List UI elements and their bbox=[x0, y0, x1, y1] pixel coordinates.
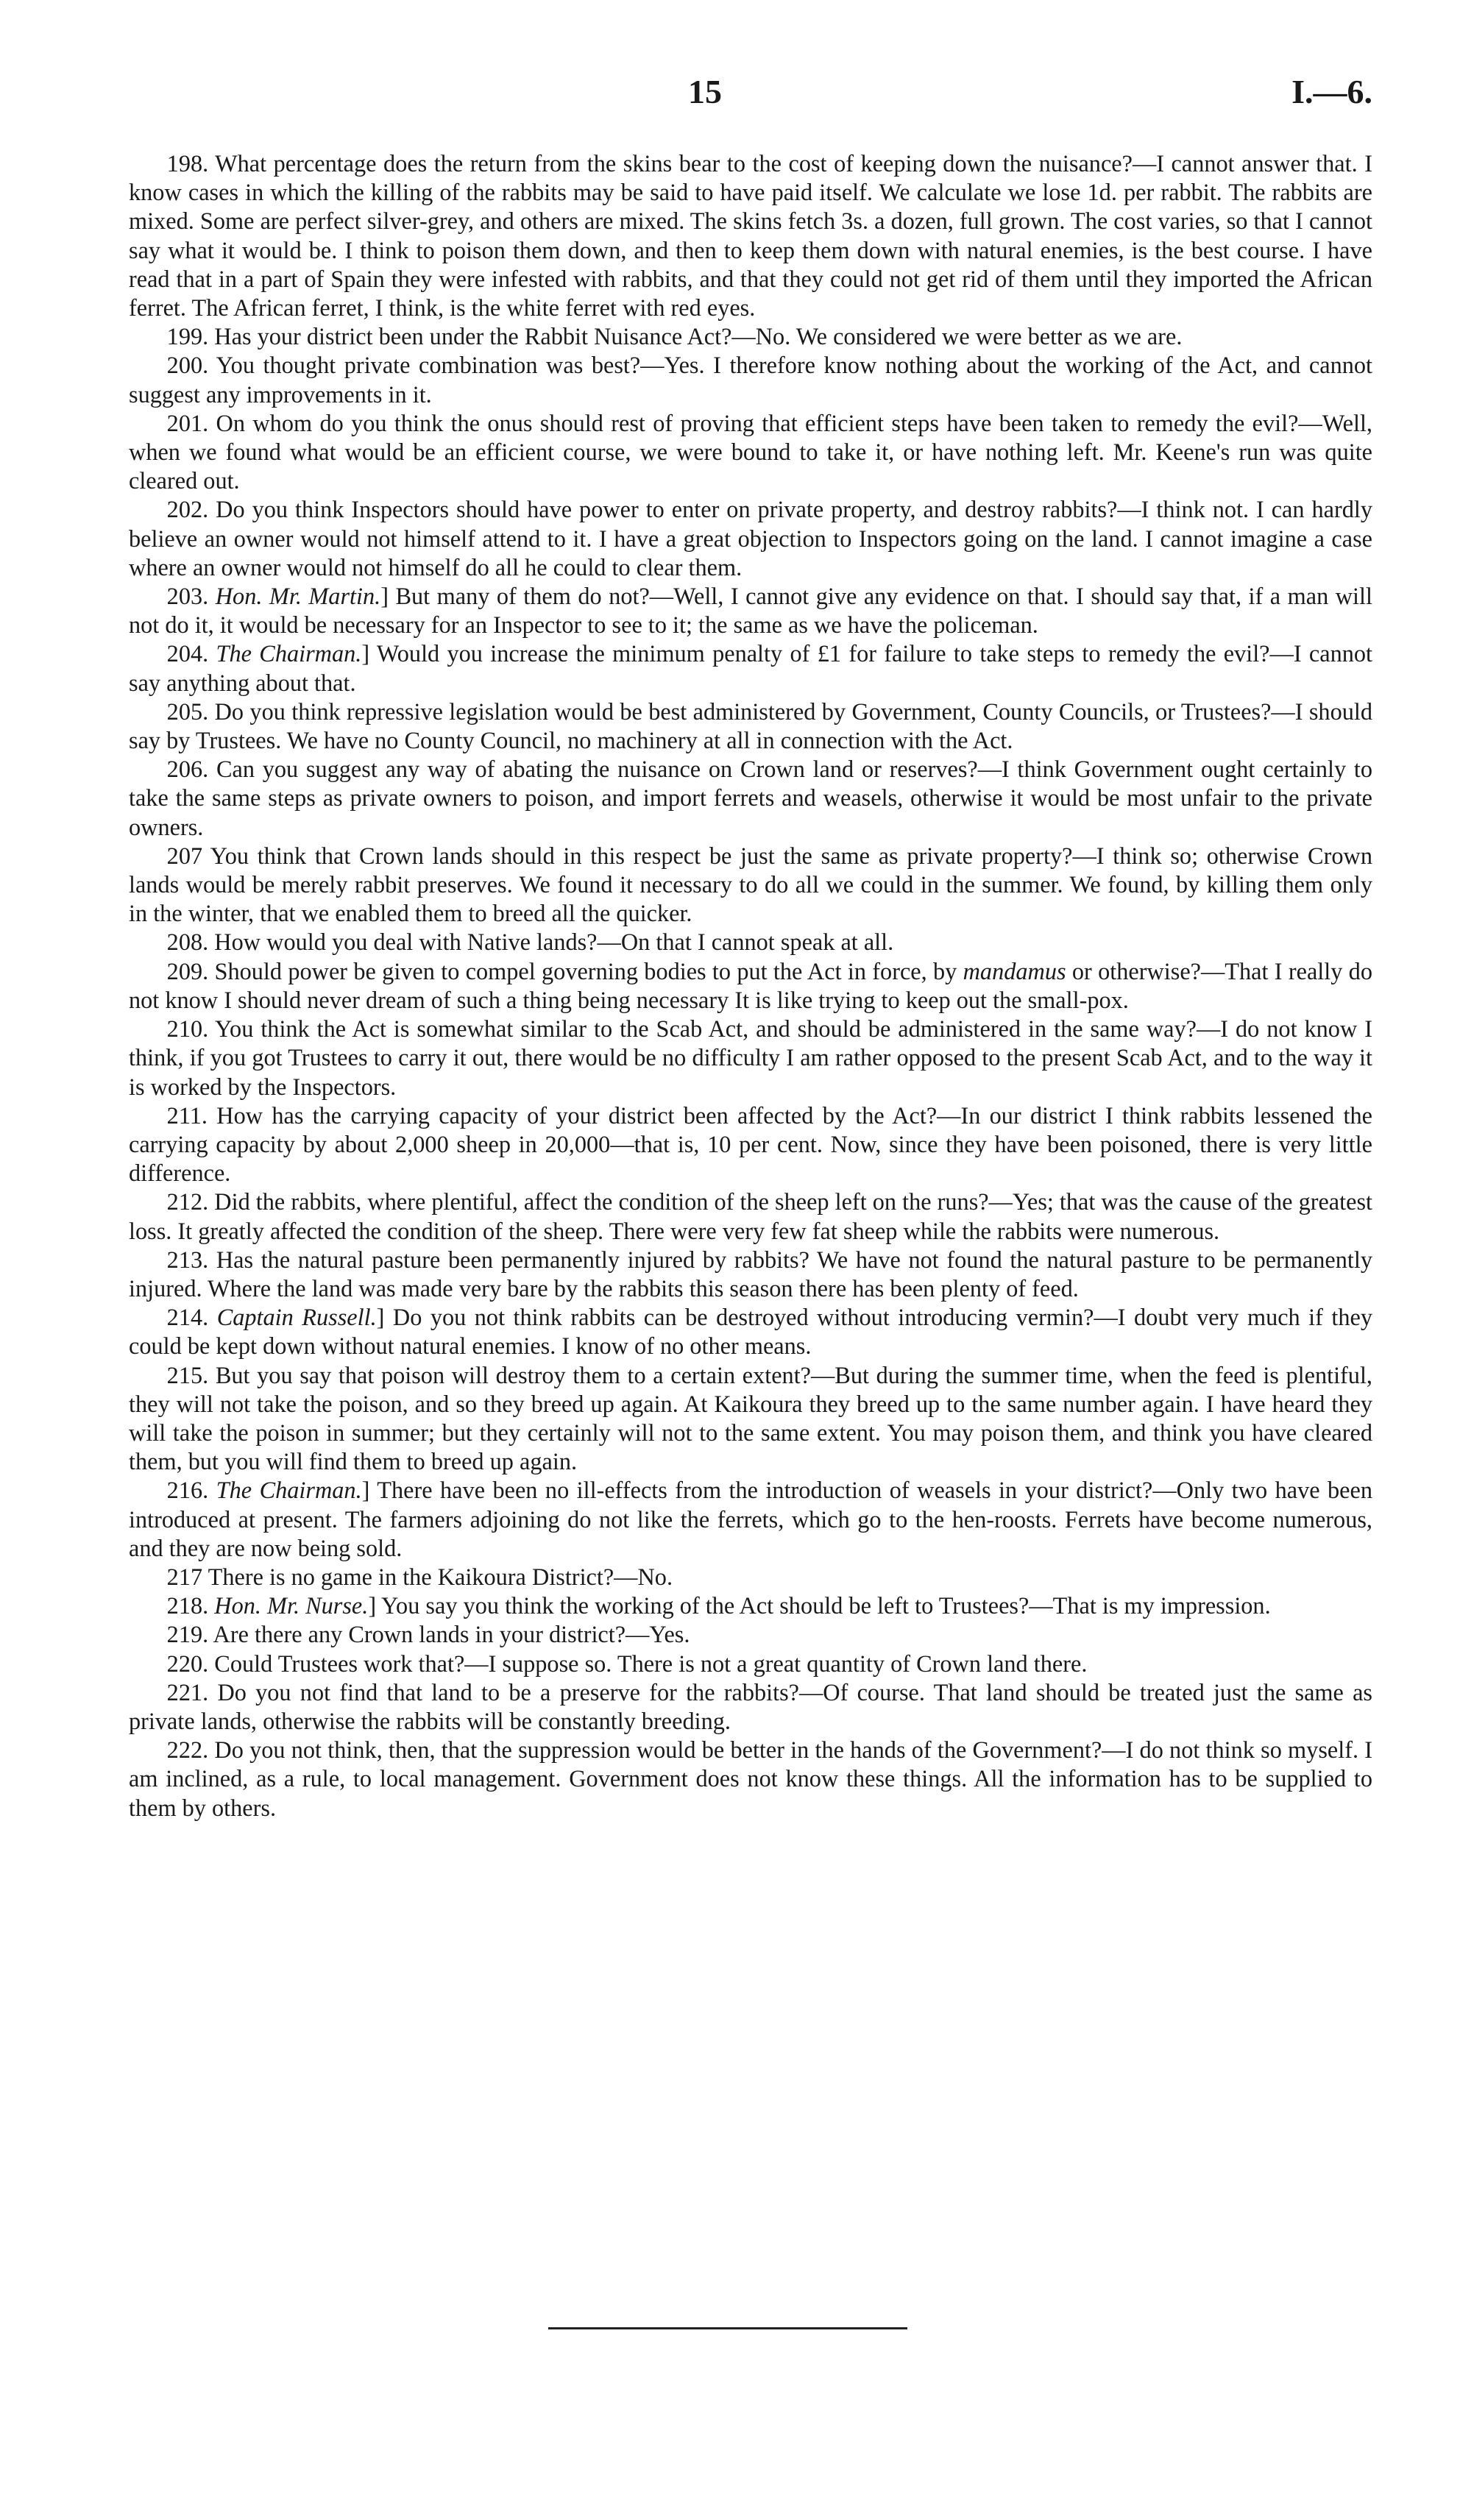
speaker-name: Hon. Mr. Martin. bbox=[215, 583, 381, 610]
legal-term: mandamus bbox=[963, 957, 1066, 984]
speaker-name: The Chairman. bbox=[216, 1477, 362, 1504]
question-number: 222. bbox=[166, 1736, 209, 1764]
question-number: 205. bbox=[166, 698, 209, 725]
question-text: You thought private combination was best?—Yes. I therefore know nothing about the working of the Act, and cannot suggest any improvements in it. bbox=[129, 352, 1372, 408]
question-text: You think that Crown lands should in this respect be just the same as private property?—I think so; otherwise Crown lands would be merely rabbit preserves. We found it necessary to do all we could in the summer. We found, by killing them only in the winter, that we enabled them to breed all the quicker. bbox=[129, 842, 1372, 927]
question-222 bbox=[129, 1736, 1372, 1822]
question-text: How would you deal with Native lands?—On that I cannot speak at all. bbox=[214, 929, 894, 956]
question-number: 217 bbox=[166, 1563, 203, 1590]
question-number: 219. bbox=[166, 1621, 209, 1648]
question-text: But many of them do not?—Well, I cannot give any evidence on that. I should say that, if a man will not do it, it would be necessary for an Inspector to see to it; the same as we have the policeman. bbox=[129, 583, 1372, 639]
question-text: Are there any Crown lands in your district?—Yes. bbox=[213, 1621, 690, 1648]
question-number: 199. bbox=[166, 323, 209, 350]
question-206 bbox=[129, 755, 1372, 842]
question-text: How has the carrying capacity of your district been affected by the Act?—In our district I think rabbits lessened the carrying capacity by about 2,000 sheep in 20,000—that is, 10 per cent. Now, since they have been poisoned, there is very little difference. bbox=[129, 1101, 1372, 1187]
question-number: 214. bbox=[166, 1304, 209, 1331]
question-number: 208. bbox=[166, 929, 209, 956]
question-number: 203. bbox=[166, 583, 209, 610]
question-text: Can you suggest any way of abating the nuisance on Crown land or reserves?—I think Government ought certainly to take the same steps as private owners to poison, and import ferrets and weasels, otherwise it would be most unfair to the private owners. bbox=[129, 756, 1372, 840]
question-text: Has the natural pasture been permanently injured by rabbits? We have not found the natural pasture to be permanently injured. Where the land was made very bare by the rabbits this season there has been plenty of feed. bbox=[129, 1246, 1372, 1302]
question-text: You think the Act is somewhat similar to the Scab Act, and should be administered in the same way?—I do not know I think, if you got Trustees to carry it out, there would be no difficulty I am rather opposed to the present Scab Act, and to the way it is worked by the Inspectors. bbox=[129, 1015, 1372, 1100]
question-text: Would you increase the minimum penalty of £1 for failure to take steps to remedy the evil?—I cannot say anything about that. bbox=[129, 640, 1372, 696]
question-number: 210. bbox=[166, 1015, 209, 1043]
speaker-name: The Chairman. bbox=[216, 640, 362, 667]
question-203: 203. Hon. Mr. Martin.] But many of them do not?—Well, I cannot give any evidence on that. I should say that, if a man will not do it, it would be necessary for an Inspector to see to it; the same as we have the policeman. bbox=[129, 583, 1372, 639]
question-215 bbox=[129, 1361, 1372, 1477]
question-220 bbox=[129, 1650, 1372, 1678]
question-number: 202. bbox=[166, 496, 209, 523]
question-number: 209. bbox=[166, 957, 209, 984]
question-text: There have been no ill-effects from the introduction of weasels in your district?—Only two have been introduced at present. The farmers adjoining do not like the ferrets, which go to the hen-roosts. Ferrets have become numerous, and they are now being sold. bbox=[129, 1477, 1372, 1561]
question-text: On whom do you think the onus should rest of proving that efficient steps have been taken to remedy the evil?—Well, when we found what would be an efficient course, we were bound to take it, or have nothing left. Mr. Keene's run was quite cleared out. bbox=[129, 409, 1372, 494]
closing-rule bbox=[548, 2327, 907, 2329]
question-text: Could Trustees work that?—I suppose so. There is not a great quantity of Crown land there. bbox=[214, 1650, 1088, 1677]
question-number: 220. bbox=[166, 1650, 209, 1677]
question-text-before: Should power be given to compel governing bodies to put the Act in force, by bbox=[214, 957, 963, 984]
page-header bbox=[129, 72, 1372, 116]
question-number: 204. bbox=[166, 640, 209, 667]
question-214: 214. Captain Russell.] Do you not think rabbits can be destroyed without introducing vermin?—I doubt very much if they could be kept down without natural enemies. I know of no other means. bbox=[129, 1304, 1373, 1360]
page-number: 15 bbox=[688, 73, 722, 110]
question-number: 198. bbox=[166, 150, 209, 177]
question-text-after: or otherwise?—That I really do not know I should never dream of such a thing being necessary It is like trying to keep out the small-pox. bbox=[129, 957, 1372, 1013]
question-219 bbox=[129, 1620, 1372, 1649]
question-number: 221. bbox=[166, 1678, 209, 1706]
question-text: Do you not think, then, that the suppression would be better in the hands of the Government?—I do not think so myself. I am inclined, as a rule, to local management. Government does not know these things. All the information has to be supplied to them by others. bbox=[129, 1736, 1372, 1821]
question-text: Did the rabbits, where plentiful, affect the condition of the sheep left on the runs?—Yes; that was the cause of the greatest loss. It greatly affected the condition of the sheep. There were very few fat sheep while the rabbits were numerous. bbox=[129, 1188, 1372, 1244]
evidence-text bbox=[129, 149, 1372, 1822]
question-text: There is no game in the Kaikoura District?—No. bbox=[208, 1563, 673, 1590]
question-text: But you say that poison will destroy them to a certain extent?—But during the summer time, when the feed is plentiful, they will not take the poison, and so they breed up again. At Kaikoura they breed up to the same number again. I have heard they will take the poison in summer; but they certainly will not to the same extent. You may poison them, and think you have cleared them, but you will find them to breed up again. bbox=[129, 1361, 1372, 1475]
paper-reference: I.—6. bbox=[1291, 73, 1372, 110]
question-number: 213. bbox=[166, 1246, 209, 1273]
question-number: 218. bbox=[166, 1592, 209, 1619]
question-218: 218. Hon. Mr. Nurse.] You say you think the working of the Act should be left to Trustees?—That is my impression. bbox=[166, 1592, 1271, 1619]
question-text: You say you think the working of the Act should be left to Trustees?—That is my impression. bbox=[380, 1592, 1271, 1619]
question-number: 212. bbox=[166, 1188, 209, 1215]
question-text: Has your district been under the Rabbit Nuisance Act?—No. We considered we were better as we are. bbox=[214, 323, 1183, 350]
question-text: Do you not find that land to be a preserve for the rabbits?—Of course. That land should be treated just the same as private lands, otherwise the rabbits will be constantly breeding. bbox=[129, 1678, 1373, 1734]
question-207 bbox=[129, 842, 1372, 929]
question-number: 206. bbox=[166, 756, 209, 783]
question-208 bbox=[129, 928, 1372, 956]
question-number: 211. bbox=[166, 1101, 208, 1129]
speaker-name: Captain Russell. bbox=[216, 1304, 377, 1331]
question-202 bbox=[129, 495, 1372, 582]
question-221 bbox=[129, 1678, 1372, 1736]
question-number: 215. bbox=[166, 1361, 209, 1388]
question-212 bbox=[129, 1188, 1372, 1245]
question-text: Do you think repressive legislation would be best administered by Government, County Councils, or Trustees?—I should say by Trustees. We have no County Council, no machinery at all in connection with the Act. bbox=[129, 698, 1372, 754]
question-216: 216. The Chairman.] There have been no ill-effects from the introduction of weasels in your district?—Only two have been introduced at present. The farmers adjoining do not like the ferrets, which go to the hen-roosts. Ferrets have become numerous, and they are now being sold. bbox=[129, 1477, 1372, 1561]
question-204: 204. The Chairman.] Would you increase the minimum penalty of £1 for failure to take steps to remedy the evil?—I cannot say anything about that. bbox=[129, 640, 1372, 696]
question-text: Do you think Inspectors should have power to enter on private property, and destroy rabbits?—I think not. I can hardly believe an owner would not himself attend to it. I have a great objection to Inspectors going on the land. I cannot imagine a case where an owner would not himself do all he could to clear them. bbox=[129, 496, 1373, 581]
question-211 bbox=[129, 1101, 1372, 1188]
question-199 bbox=[129, 322, 1372, 351]
question-217 bbox=[129, 1563, 1372, 1591]
question-209 bbox=[129, 957, 1372, 1015]
question-210 bbox=[129, 1015, 1372, 1101]
question-number: 201. bbox=[166, 409, 209, 436]
question-198 bbox=[129, 149, 1372, 322]
question-number: 200. bbox=[166, 352, 209, 379]
question-201 bbox=[129, 409, 1372, 496]
question-213 bbox=[129, 1246, 1372, 1303]
question-number: 216. bbox=[166, 1477, 209, 1504]
speaker-name: Hon. Mr. Nurse. bbox=[214, 1592, 369, 1619]
question-number: 207 bbox=[166, 842, 203, 869]
question-text: Do you not think rabbits can be destroyed without introducing vermin?—I doubt very much if they could be kept down without natural enemies. I know of no other means. bbox=[129, 1304, 1373, 1360]
question-205 bbox=[129, 698, 1372, 755]
question-text: What percentage does the return from the skins bear to the cost of keeping down the nuisance?—I cannot answer that. I know cases in which the killing of the rabbits may be said to have paid itself. We calculate we lose 1d. per rabbit. The rabbits are mixed. Some are perfect silver-grey, and others are mixed. The skins fetch 3s. a dozen, full grown. The cost varies, so that I cannot say what it would be. I think to poison them down, and then to keep them down with natural enemies, is the best course. I have read that in a part of Spain they were infested with rabbits, and that they could not get rid of them until they imported the African ferret. The African ferret, I think, is the white ferret with red eyes. bbox=[129, 150, 1372, 322]
question-200 bbox=[129, 351, 1372, 408]
